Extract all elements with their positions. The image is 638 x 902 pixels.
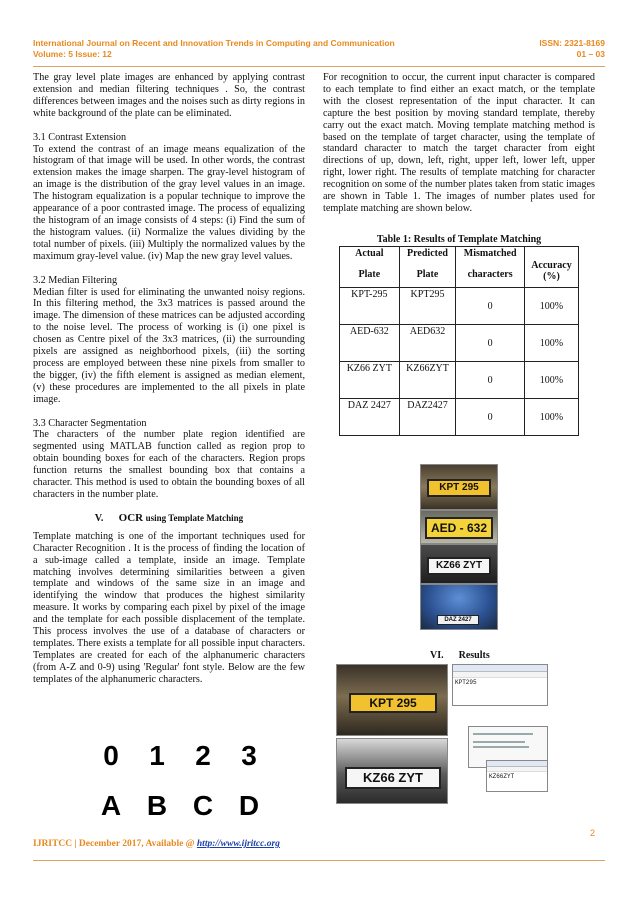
- table-row: [340, 325, 579, 362]
- template-1: 1: [134, 740, 180, 772]
- cell-predicted: KZ66ZYT: [399, 362, 456, 399]
- template-0: 0: [88, 740, 134, 772]
- table-title: Table 1: Results of Template Matching: [376, 234, 542, 245]
- table-header-row: [340, 247, 579, 288]
- result-plate-1: KPT 295: [349, 693, 437, 713]
- cell-mismatch: 0: [456, 325, 525, 362]
- notepad-text-2: KZ66ZYT: [489, 773, 515, 780]
- output-line: [473, 746, 529, 748]
- page-range: 01 – 03: [576, 49, 605, 59]
- cell-actual: AED-632: [340, 325, 400, 362]
- plate-3: KZ66 ZYT: [427, 557, 491, 575]
- result-photo-1: [336, 664, 448, 736]
- notepad-window-1: [452, 664, 548, 706]
- template-3: 3: [226, 740, 272, 772]
- footer-rule: [33, 860, 605, 861]
- notepad-window-2: [486, 760, 548, 792]
- right-column: [323, 72, 595, 227]
- cell-accuracy: 100%: [524, 325, 578, 362]
- cell-mismatch: 0: [456, 399, 525, 436]
- journal-title: International Journal on Recent and Innovation Trends in Computing and Communication: [33, 38, 395, 48]
- plate-4: DAZ 2427: [437, 615, 479, 625]
- section-5-title-main: OCR: [118, 511, 144, 524]
- cell-accuracy: 100%: [524, 362, 578, 399]
- cell-predicted: KPT295: [399, 288, 456, 325]
- footer: [33, 839, 280, 849]
- right-body-paragraph: For recognition to occur, the current input character is compared to each template to find either an exact match, or the template with the closest representation of the input character. It can capture the best position by moving standard template, thereby carry out the exact match. Moving template matching method is based on the template of target character, using the template of standard character to match the target character from eight directions of up, down, left, right, upper left, lower left, upper right, lower right. The results of template matching for character recognition on some of the number plates taken from static images are shown in Table 1. The images of number plates used for template matching are shown below.: [323, 72, 595, 214]
- template-A: A: [88, 790, 134, 822]
- cell-accuracy: 100%: [524, 399, 578, 436]
- header-actual-plate: Actual Plate: [340, 247, 400, 288]
- table-row: [340, 362, 579, 399]
- section-3-2-body: Median filter is used for eliminating the unwanted noisy regions. In this filtering method, the 3x3 matrices is passed around the image. The dimension of these matrices can be adjusted according to the noise level. The process of working is (i) one pixel is chosen as Centre pixel of the 3x3 matrices, (ii) the surrounding pixels are assigned as neighborhood pixels, (iii) the sorting process are employed between these nine pixels from smaller to the bigger, (iv) the fifth element is assigned as median element, (v) these procedures are implemented to the all pixels in plate image.: [33, 286, 305, 405]
- plate-photo-3: [420, 544, 498, 584]
- plate-photo-2: [420, 510, 498, 544]
- results-table: [339, 246, 579, 436]
- template-D: D: [226, 790, 272, 822]
- section-6-number: VI.: [430, 650, 444, 661]
- table-row: [340, 399, 579, 436]
- cell-actual: KPT-295: [340, 288, 400, 325]
- header-right: [539, 38, 605, 60]
- section-5-number: V.: [94, 512, 104, 524]
- notepad-text-1: KPT295: [455, 679, 477, 686]
- template-row-letters: [88, 790, 272, 822]
- section-5-body: Template matching is one of the important techniques used for Character Recognition . It is the process of finding the location of a sub-image called a template, inside an image. Template matching involves determining similarities between a given template and windows of the same size in an image and identifying the window that produces the highest similarity measure. It works by comparing each pixel by pixel of the image and the template for each possible displacement of the template. This process involves the use of a database of characters or templates. There exists a template for all possible input characters. Templates are created for each of the alphanumeric characters (from A-Z and 0-9) using 'Regular' font style. Below are the few templates of the alphanumeric characters.: [33, 530, 305, 685]
- template-C: C: [180, 790, 226, 822]
- plate-1: KPT 295: [427, 479, 491, 497]
- template-B: B: [134, 790, 180, 822]
- plate-photo-4: [420, 584, 498, 630]
- cell-accuracy: 100%: [524, 288, 578, 325]
- plate-2: AED - 632: [425, 517, 493, 539]
- issn: ISSN: 2321-8169: [539, 38, 605, 48]
- left-column: [33, 72, 305, 698]
- cell-mismatch: 0: [456, 362, 525, 399]
- page-number: 2: [590, 828, 596, 838]
- footer-text: IJRITCC | December 2017, Available @: [33, 839, 197, 849]
- template-2: 2: [180, 740, 226, 772]
- table-row: [340, 288, 579, 325]
- section-6-heading: [430, 650, 490, 661]
- section-6-title: Results: [458, 650, 490, 661]
- journal-link[interactable]: http://www.ijritcc.org: [196, 839, 280, 849]
- notepad-titlebar: [453, 665, 547, 672]
- header-rule: [33, 66, 605, 67]
- section-3-2-title: 3.2 Median Filtering: [33, 274, 118, 286]
- output-line: [473, 733, 533, 735]
- section-3-1-body: To extend the contrast of an image means equalization of the histogram of that image will be used. In other words, the contrast extension makes the image sharpen. The gray-level histogram of an image is the distribution of the gray level values in an image. The histogram equalization is a popular technique to improve the appearance of a poor contrasted image. The process of equalizing the histogram of an image consists of 4 steps: (i) Find the sum of the histogram values. (ii) Normalize the values dividing by the total number of pixels. (iii) Multiply the normalized values by the maximum gray-level value. (iv) Map the new gray level values.: [33, 143, 305, 262]
- section-5-heading: [33, 513, 305, 525]
- header-accuracy: Accuracy (%): [524, 247, 578, 288]
- section-3-1-title: 3.1 Contrast Extension: [33, 131, 127, 143]
- header-predicted-plate: Predicted Plate: [399, 247, 456, 288]
- intro-paragraph: The gray level plate images are enhanced by applying contrast extension and median filtering techniques . So, the contrast differences between images and the noises such as dirty regions in white background of the plate can be eliminated.: [33, 72, 305, 119]
- result-photo-2: [336, 738, 448, 804]
- cell-predicted: AED632: [399, 325, 456, 362]
- plate-photo-1: [420, 464, 498, 510]
- output-line: [473, 741, 525, 743]
- section-5-title-rest: using Template Matching: [145, 512, 244, 523]
- cell-actual: DAZ 2427: [340, 399, 400, 436]
- header-mismatched: Mismatched characters: [456, 247, 525, 288]
- volume-issue: Volume: 5 Issue: 12: [33, 49, 112, 59]
- cell-actual: KZ66 ZYT: [340, 362, 400, 399]
- cell-predicted: DAZ2427: [399, 399, 456, 436]
- section-3-3-body: The characters of the number plate region identified are segmented using MATLAB function called as region prop to obtain bounding boxes for each of the characters. Region props function returns the smallest bounding box that contains a character. This method is used to obtain the bounding boxes of all characters in the number plate.: [33, 429, 305, 500]
- result-plate-2: KZ66 ZYT: [345, 767, 441, 789]
- results-figure: [336, 664, 548, 804]
- template-row-digits: [88, 740, 272, 772]
- section-3-3-title: 3.3 Character Segmentation: [33, 417, 147, 429]
- cell-mismatch: 0: [456, 288, 525, 325]
- plate-photos-stack: [420, 464, 498, 634]
- header-left: [33, 38, 395, 60]
